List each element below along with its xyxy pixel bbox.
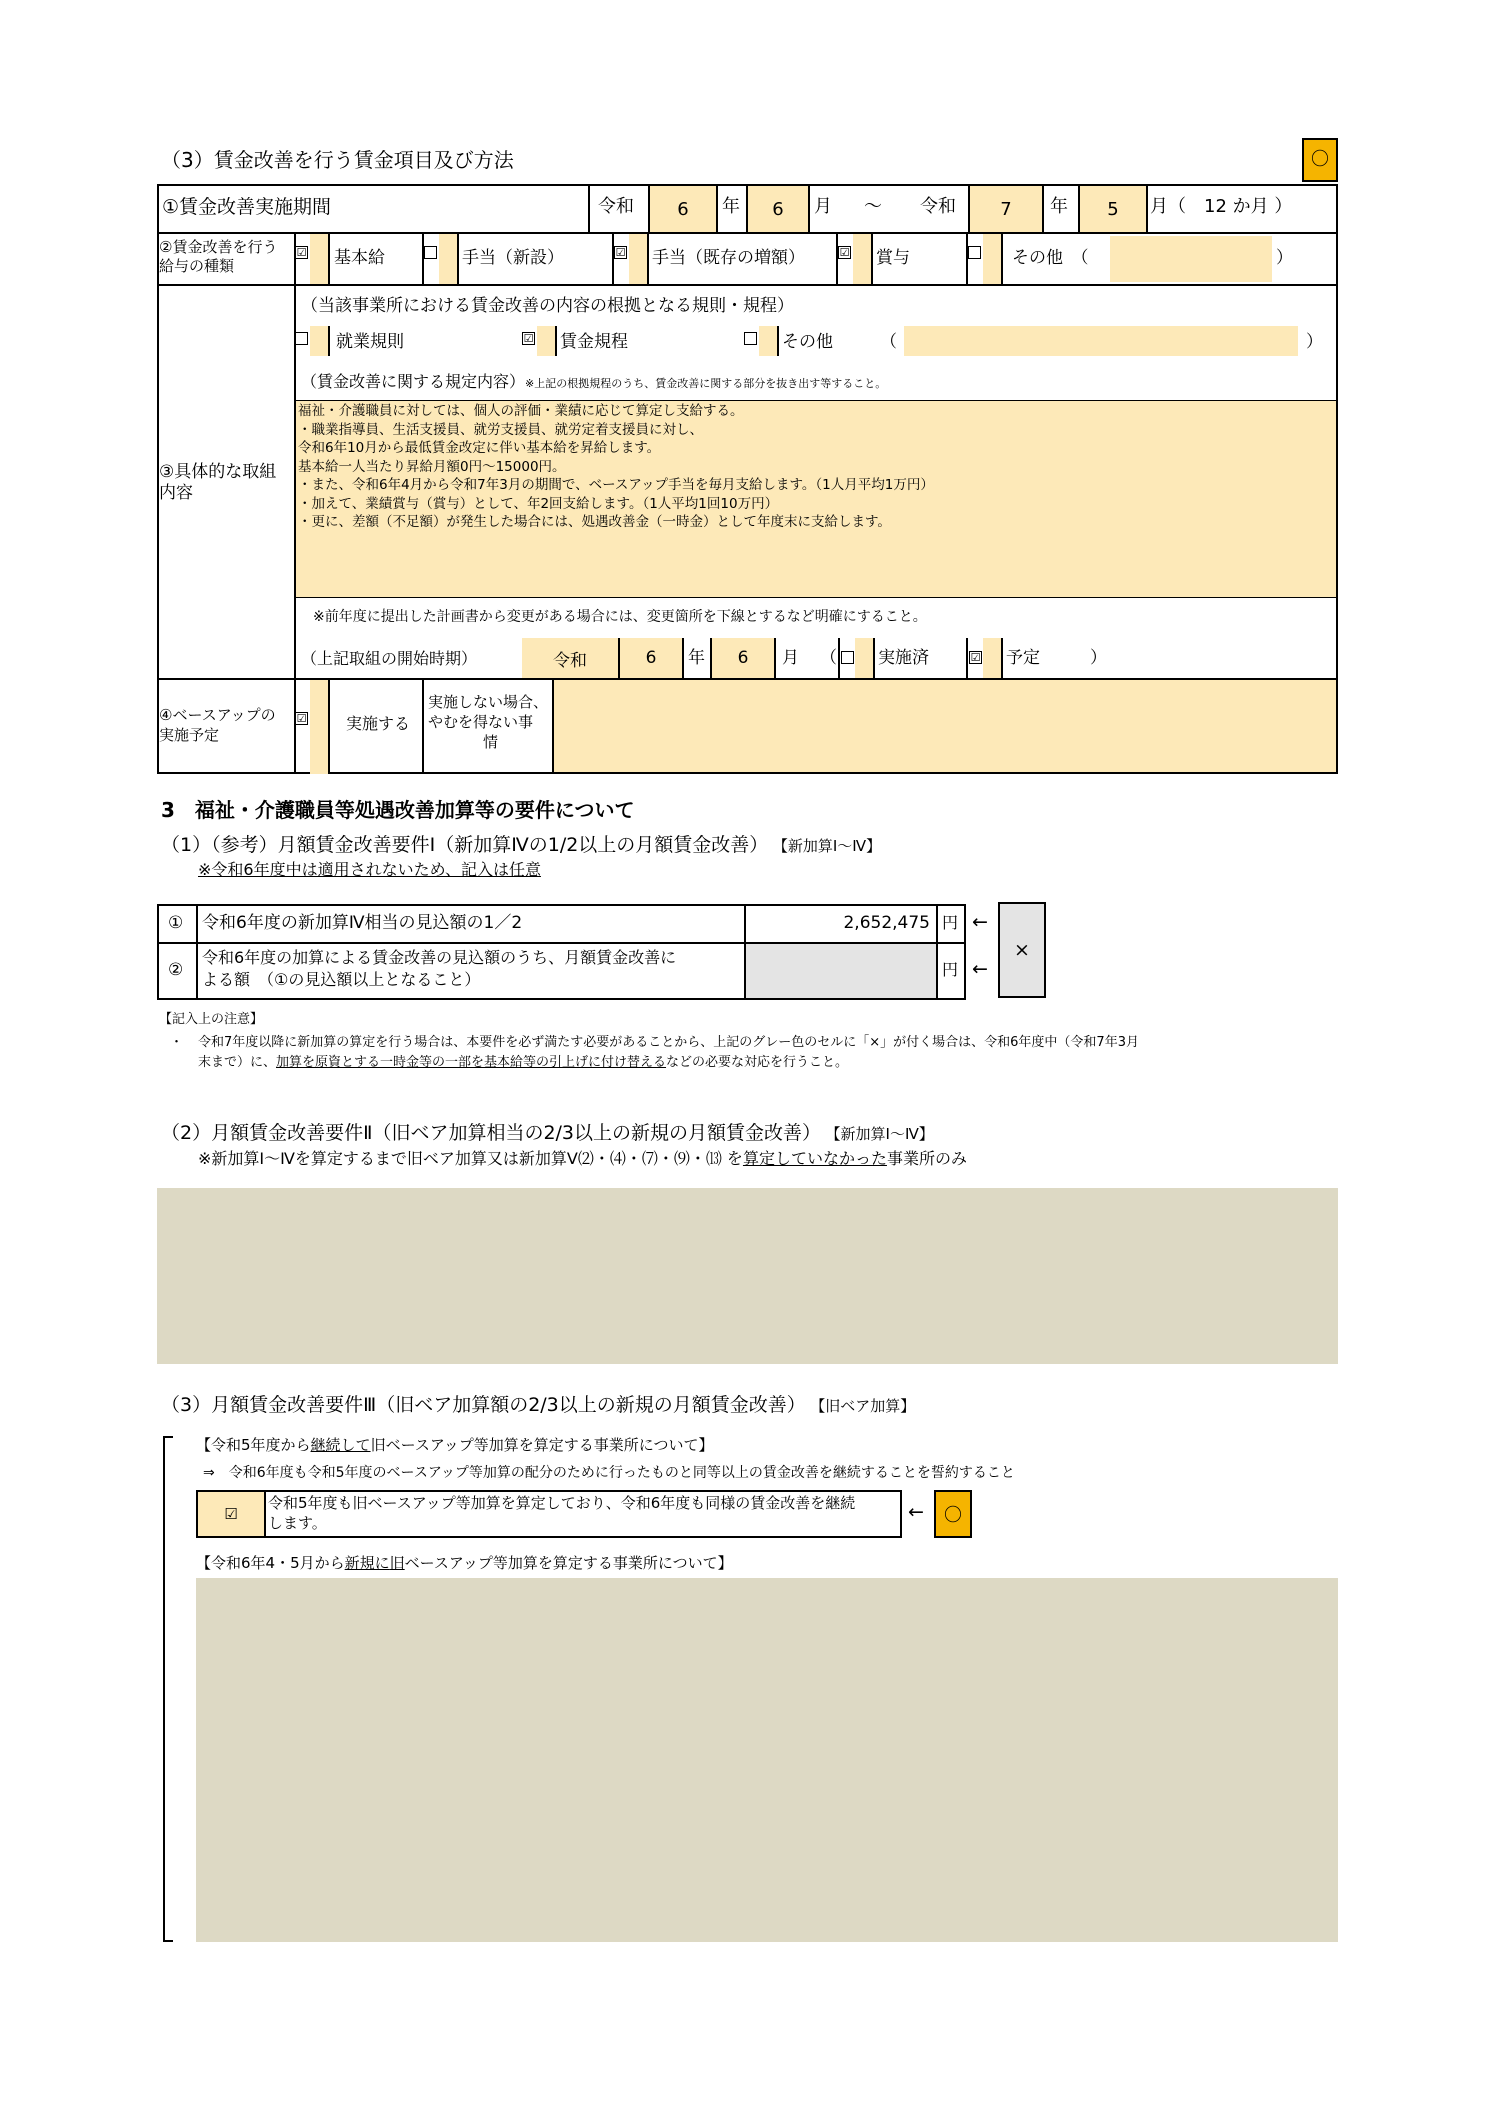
change-note: ※前年度に提出した計画書から変更がある場合には、変更箇所を下線とするなど明確にすること。 — [313, 609, 927, 625]
row1-label: ①賃金改善実施期間 — [162, 196, 332, 218]
paren: ） — [1306, 332, 1323, 352]
other-input[interactable] — [1110, 236, 1272, 282]
sub3-title: （3）月額賃金改善要件Ⅲ（旧ベア加算額の2/3以上の新規の月額賃金改善） 【旧ベア加算】 — [161, 1394, 916, 1416]
sub2-note: ※新加算Ⅰ～Ⅳを算定するまで旧ベア加算又は新加算Ⅴ⑵・⑷・⑺・⑼・⒀ を算定していなかった事業所のみ — [198, 1149, 967, 1168]
sub1-note: ※令和6年度中は適用されないため、記入は任意 — [198, 860, 541, 879]
row-label: よる額 （①の見込額以上となること） — [202, 970, 481, 989]
checkbox-existing-allowance[interactable]: ☑ — [615, 246, 626, 259]
month-unit: 月 — [782, 648, 799, 668]
reason-label: 情 — [483, 733, 499, 751]
pledge-text: 令和5年度も旧ベースアップ等加算を算定しており、令和6年度も同様の賃金改善を継続 — [268, 1494, 856, 1512]
start-year[interactable]: 6 — [620, 638, 682, 678]
rule-label: その他 — [782, 332, 833, 352]
rule-label: 賃金規程 — [560, 332, 628, 352]
checkbox-other[interactable] — [968, 246, 981, 259]
status-badge: 〇 — [934, 1490, 972, 1538]
checkbox-planned[interactable]: ☑ — [970, 651, 981, 664]
caution-text: 令和7年度以降に新加算の算定を行う場合は、本要件を必ず満たす必要があることから、上記のグレー色のセルに「×」が付く場合は、令和6年度中（令和7年3月 — [198, 1035, 1139, 1050]
year-unit: 年 — [722, 196, 740, 217]
year-unit: 年 — [688, 648, 705, 668]
status-badge — [1302, 138, 1338, 182]
option-label: 賞与 — [876, 248, 910, 268]
row2-label: 給与の種類 — [159, 257, 235, 275]
bullet: ・ — [170, 1035, 184, 1050]
content-textarea[interactable]: 福祉・介護職員に対しては、個人の評価・業績に応じて算定し支給する。 ・職業指導員、生活支援員、就労支援員、就労定着支援員に対し、 令和6年10月から最低賃金改定に伴い基本給を昇給します。 基本給一人当たり昇給月額0円～15000円。 ・また、令和6年4月から令和7年3月の期間で、ベースアップ手当を毎月支給します。（1人月平均1万円） ・加えて、業績賞与（賞与）として、年2回支給します。（1人平均1回10万円） ・更に、差額（不足額）が発生した場合には、処遇改善金（一時金）として年度末に支給します。 — [296, 400, 1336, 598]
start-label: （上記取組の開始時期） — [301, 649, 478, 668]
row4-label: ④ベースアップの — [159, 706, 276, 724]
checkbox-base-up[interactable]: ☑ — [296, 712, 307, 725]
section-heading: （3）賃金改善を行う賃金項目及び方法 — [161, 148, 514, 172]
reason-label: 実施しない場合、 — [428, 693, 549, 711]
sub2-panel — [157, 1188, 1338, 1364]
end-year-field[interactable]: 7 — [970, 186, 1042, 232]
content-heading: （賃金改善に関する規定内容）※上記の根拠規程のうち、賃金改善に関する部分を抜き出す等すること。 — [301, 372, 887, 391]
checkbox-new-allowance[interactable] — [424, 246, 437, 259]
checkbox-implemented[interactable] — [841, 651, 854, 664]
rule-label: 就業規則 — [336, 332, 404, 352]
sub1-title: （1）（参考）月額賃金改善要件Ⅰ（新加算Ⅳの1/2以上の月額賃金改善） 【新加算Ⅰ～Ⅳ】 — [161, 834, 882, 856]
start-month-field[interactable]: 6 — [748, 186, 808, 232]
unit-yen: 円 — [942, 960, 959, 979]
sub2-title: （2）月額賃金改善要件Ⅱ（旧ベア加算相当の2/3以上の新規の月額賃金改善） 【新加算Ⅰ～Ⅳ】 — [161, 1122, 934, 1144]
row-number: ① — [168, 913, 184, 933]
left-arrow-icon: ← — [972, 911, 988, 933]
option-label: 基本給 — [334, 248, 385, 268]
part3-heading: 3 福祉・介護職員等処遇改善加算等の要件について — [161, 798, 635, 822]
monthly-amount-input[interactable] — [746, 944, 936, 998]
start-year-field[interactable]: 6 — [650, 186, 716, 232]
left-arrow-icon: ← — [908, 1501, 924, 1523]
paren: ） — [1276, 248, 1293, 268]
reason-input[interactable] — [554, 680, 1336, 772]
checkbox-base-pay[interactable]: ☑ — [296, 246, 307, 259]
checkbox-wage-rules[interactable]: ☑ — [523, 332, 534, 345]
implement-label: 実施する — [346, 714, 411, 733]
year-unit: 年 — [1050, 196, 1068, 217]
paren: （ — [880, 332, 897, 352]
checkbox-bonus[interactable]: ☑ — [839, 246, 850, 259]
planned-label: 予定 — [1006, 648, 1040, 668]
row3-label: ③具体的な取組内容 — [159, 462, 277, 503]
row-label: 令和6年度の新加算Ⅳ相当の見込額の1／2 — [202, 913, 523, 933]
result-cell: × — [998, 902, 1046, 998]
new-heading: 【令和6年4・5月から新規に旧ベースアップ等加算を算定する事業所について】 — [196, 1554, 733, 1572]
implemented-label: 実施済 — [878, 648, 929, 668]
pledge-text: ⇒ 令和6年度も令和5年度のベースアップ等加算の配分のために行ったものと同等以上の賃金改善を継続することを誓約すること — [203, 1465, 1015, 1481]
checkbox-work-rules[interactable] — [295, 332, 308, 345]
sub3-new-panel — [196, 1578, 1338, 1942]
caution-heading: 【記入上の注意】 — [159, 1012, 264, 1027]
continuing-heading: 【令和5年度から継続して旧ベースアップ等加算を算定する事業所について】 — [196, 1436, 714, 1454]
paren: ） — [1090, 648, 1107, 668]
row-label: 令和6年度の加算による賃金改善の見込額のうち、月額賃金改善に — [202, 948, 677, 967]
reason-label: やむを得ない事 — [428, 713, 534, 731]
option-label: 手当（既存の増額） — [652, 248, 805, 268]
checkbox-other-rules[interactable] — [744, 332, 757, 345]
end-month-field[interactable]: 5 — [1080, 186, 1146, 232]
option-label: その他 （ — [1012, 248, 1089, 268]
unit-yen: 円 — [942, 913, 959, 932]
row-number: ② — [168, 960, 184, 980]
start-month[interactable]: 6 — [712, 638, 774, 678]
basis-heading: （当該事業所における賃金改善の内容の根拠となる規則・規程） — [301, 296, 794, 316]
row4-label: 実施予定 — [159, 726, 220, 744]
paren: （ — [820, 648, 837, 668]
option-label: 手当（新設） — [462, 248, 564, 268]
caution-text: 末まで）に、加算を原資とする一時金等の一部を基本給等の引上げに付け替えるなどの必要な対応を行うこと。 — [198, 1055, 849, 1070]
row2-label: ②賃金改善を行う — [159, 238, 278, 256]
pledge-checkbox[interactable]: ☑ — [198, 1492, 264, 1536]
months-count: 月（ 12 か月 ） — [1150, 196, 1293, 217]
circle-mark: 〇 — [1311, 149, 1329, 170]
amount-value: 2,652,475 — [843, 913, 930, 933]
tilde: ～ — [864, 196, 882, 217]
era-label: 令和 — [920, 196, 956, 217]
month-unit: 月 — [814, 196, 832, 217]
start-era: 令和 — [522, 638, 618, 678]
pledge-text: します。 — [268, 1514, 327, 1532]
left-arrow-icon: ← — [972, 958, 988, 980]
other-rules-input[interactable] — [904, 326, 1298, 356]
era-label: 令和 — [598, 196, 634, 217]
